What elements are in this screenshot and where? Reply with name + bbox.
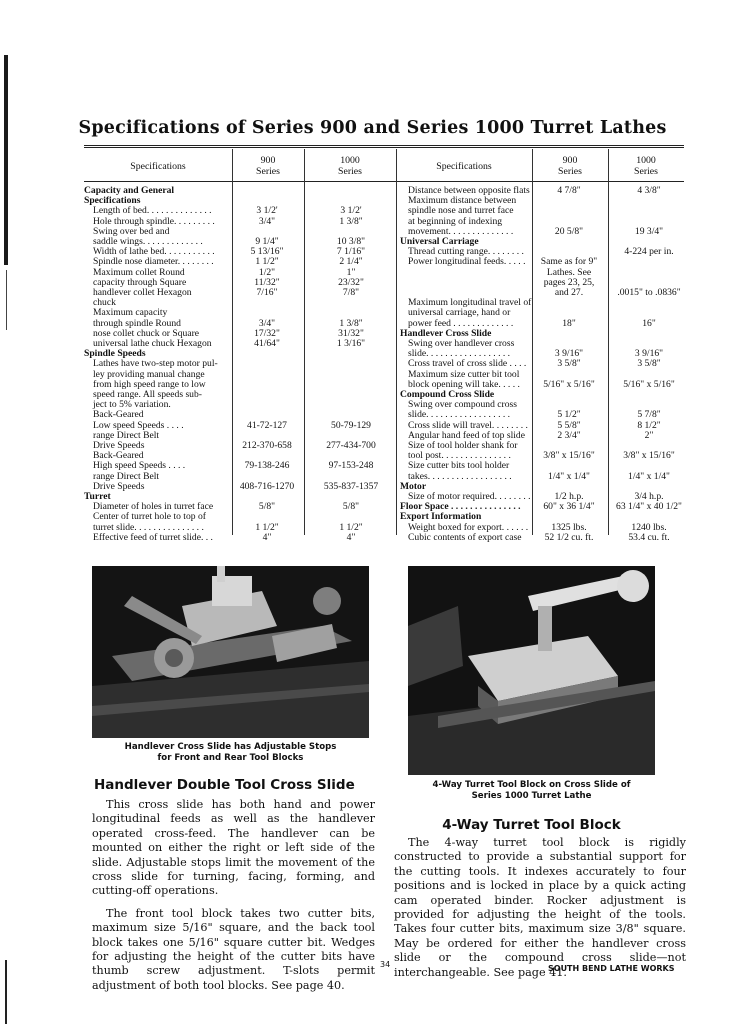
spec-label: Motor xyxy=(400,480,427,492)
spec-value-900: 5/16" x 5/16" xyxy=(543,378,595,390)
spec-value-900: 79-138-246 xyxy=(244,460,290,472)
spec-label: Compound Cross Slide xyxy=(400,389,495,400)
spec-value-1000: 1/4" x 1/4" xyxy=(628,470,670,482)
left-photo-caption: Handlever Cross Slide has Adjustable Stops for Front and Rear Tool Blocks xyxy=(124,742,337,763)
spec-value-900: 4" xyxy=(262,531,272,543)
left-section-heading: Handlever Double Tool Cross Slide xyxy=(94,777,355,793)
spec-value-1000: 3 1/2' xyxy=(340,205,362,217)
spec-value-1000: 3/4 h.p. xyxy=(634,491,664,502)
spec-label: Cubic contents of export case xyxy=(408,531,522,543)
spec-value-900: 5 13/16" xyxy=(250,246,284,258)
spec-label: block opening will take. . . . . xyxy=(408,378,520,390)
right-paragraph: The 4-way turret tool block is rigidly constructed to provide a substantial support for the cutting tools. It indexes accurately to four positions and is locked in place by a quick acting cam operated binder. Rocker adjustment is provided for adjusting the height of the tools. Takes four cutter bits, maximum size 3/8" square. May be ordered for either the handlever cross slide or the compound cross slide—not interchangeable. See page 41. xyxy=(394,836,686,979)
spec-label: universal carriage, hand or xyxy=(408,307,511,319)
spec-label: Width of lathe bed. . . . . . . . . . . xyxy=(93,246,215,258)
spec-label: Hole through spindle. . . . . . . . . xyxy=(93,215,215,227)
spec-value-1000: 1240 lbs. xyxy=(631,521,667,533)
spec-label: Length of bed. . . . . . . . . . . . . . xyxy=(93,205,212,217)
spec-label: Angular hand feed of top slide xyxy=(408,429,525,441)
spec-label: Size cutter bits tool holder xyxy=(408,460,510,472)
spec-label: nose collet chuck or Square xyxy=(93,327,200,339)
spec-label: handlever collet Hexagon xyxy=(93,287,192,298)
spec-value-900: 1 1/2" xyxy=(255,521,279,533)
spec-value-900: 1325 lbs. xyxy=(551,521,587,533)
spec-label: Maximum distance between xyxy=(408,195,517,207)
spec-label: Maximum capacity xyxy=(93,307,168,319)
spec-value-900: 20 5/8" xyxy=(554,225,584,237)
spec-label: Handlever Cross Slide xyxy=(400,327,492,339)
spec-value-1000: 50-79-129 xyxy=(331,419,371,431)
spec-label: power feed . . . . . . . . . . . . . xyxy=(408,317,514,329)
spec-value-1000: 1" xyxy=(346,266,356,278)
spec-value-900: 5 1/2" xyxy=(557,409,581,421)
spec-value-1000: 1 3/8" xyxy=(339,317,363,329)
spec-value-1000: 3/8" x 15/16" xyxy=(623,450,675,462)
spec-value-1000: 2" xyxy=(644,429,654,441)
spec-label: spindle nose and turret face xyxy=(408,205,514,217)
spec-label: Size of motor required. . . . . . . . xyxy=(408,491,531,502)
spec-value-1000: 5 7/8" xyxy=(637,409,661,421)
spec-value-900: 3 5/8" xyxy=(557,358,581,370)
spec-label: Thread cutting range. . . . . . . . xyxy=(408,246,524,258)
spec-label: Drive Speeds xyxy=(93,480,145,492)
spec-label: tool post. . . . . . . . . . . . . . . xyxy=(408,450,511,462)
spec-value-1000: 23/32" xyxy=(338,276,364,288)
spec-value-900: 4 7/8" xyxy=(557,185,581,196)
spec-label: Floor Space . . . . . . . . . . . . . . . xyxy=(400,501,521,513)
page-number: 34 xyxy=(380,960,391,969)
spec-label: turret slide. . . . . . . . . . . . . . . xyxy=(93,521,204,533)
header-1000-left: 1000 Series xyxy=(338,155,362,177)
spec-label: chuck xyxy=(93,297,116,309)
spec-label: speed range. All speeds sub- xyxy=(93,389,202,400)
spec-value-900: 3 9/16" xyxy=(554,348,584,360)
spec-value-900: 3/4" xyxy=(258,317,276,329)
page-spine-edge xyxy=(0,0,9,1024)
spec-label: Diameter of holes in turret face xyxy=(93,501,214,513)
spec-label: ject to 5% variation. xyxy=(93,399,171,411)
spec-label: Universal Carriage xyxy=(400,236,479,247)
spec-label: ley providing manual change xyxy=(93,368,205,380)
spec-value-1000: 1 3/16" xyxy=(336,338,366,349)
spec-value-900: and 27. xyxy=(554,287,584,298)
spec-value-900: 1/2" xyxy=(258,266,276,278)
spec-label: Maximum size cutter bit tool xyxy=(408,368,520,380)
spec-value-1000: 8 1/2" xyxy=(637,419,661,431)
spec-label: at beginning of indexing xyxy=(408,215,503,227)
spec-label: Spindle nose diameter. . . . . . . . xyxy=(93,256,214,268)
spec-value-1000: 4-224 per in. xyxy=(624,246,674,258)
spec-value-900: pages 23, 25, xyxy=(543,276,595,288)
spec-value-900: 5/8" xyxy=(258,501,276,513)
spec-label: slide. . . . . . . . . . . . . . . . . . xyxy=(408,409,511,421)
spec-value-900: 5 5/8" xyxy=(557,419,581,431)
spec-label: universal lathe chuck Hexagon xyxy=(93,338,212,349)
spec-value-900: 1/4" x 1/4" xyxy=(548,470,590,482)
spec-value-1000: 63 1/4" x 40 1/2" xyxy=(616,501,682,513)
spec-value-900: 41/64" xyxy=(254,338,280,349)
spec-value-1000: 4" xyxy=(346,531,356,543)
spec-value-900: 17/32" xyxy=(254,327,280,339)
spec-value-1000: 1 1/2" xyxy=(339,521,363,533)
spec-label: Maximum longitudinal travel of xyxy=(408,297,532,309)
spec-value-1000: 31/32" xyxy=(338,327,364,339)
spec-value-1000: 1 3/8" xyxy=(339,215,363,227)
spec-value-900: 1/2 h.p. xyxy=(554,491,584,502)
spec-label: Cross travel of cross slide . . . . xyxy=(408,358,527,370)
spec-value-900: 212-370-658 xyxy=(242,440,292,451)
spec-label: Distance between opposite flats xyxy=(408,185,530,196)
spec-label: High speed Speeds . . . . xyxy=(93,460,186,472)
spec-value-1000: 53.4 cu. ft. xyxy=(628,531,670,543)
spec-label: Weight boxed for export. . . . . . xyxy=(408,521,529,533)
spec-label: Turret xyxy=(84,491,111,502)
spec-value-900: 52 1/2 cu. ft. xyxy=(544,531,594,543)
spec-label: through spindle Round xyxy=(93,317,181,329)
spec-label: Capacity and General xyxy=(84,185,175,196)
spec-value-900: 2 3/4" xyxy=(557,429,581,441)
right-photo-caption: 4-Way Turret Tool Block on Cross Slide of Series 1000 Turret Lathe xyxy=(432,780,631,801)
spec-label: range Direct Belt xyxy=(93,470,160,482)
page-title: Specifications of Series 900 and Series 1000 Turret Lathes xyxy=(78,118,667,138)
spec-value-900: 9 1/4" xyxy=(255,236,279,247)
spec-value-1000: 7/8" xyxy=(342,287,360,298)
header-specifications-right: Specifications xyxy=(436,161,492,172)
spec-value-1000: 10 3/8" xyxy=(336,236,366,247)
spec-value-900: 3/4" xyxy=(258,215,276,227)
spec-label: movement. . . . . . . . . . . . . . xyxy=(408,225,514,237)
spec-value-900: 11/32" xyxy=(254,276,280,288)
spec-value-1000: 16" xyxy=(642,317,656,329)
left-paragraph: This cross slide has both hand and power longitudinal feeds as well as the handlever operated cross-feed. The handlever can be mounted on either the right or left side of the slide. Adjustable stops limit the movement of the cross slide for turning, facing, forming, and cutting-off operations. xyxy=(92,798,375,898)
spec-label: range Direct Belt xyxy=(93,429,160,441)
four-way-turret-tool-block-photo xyxy=(408,566,655,775)
spec-value-1000: 7 1/16" xyxy=(336,246,366,258)
spec-label: Lathes have two-step motor pul- xyxy=(93,358,218,370)
spec-value-1000: 4 3/8" xyxy=(637,185,661,196)
spec-label: Spindle Speeds xyxy=(84,348,146,360)
spec-value-900: Same as for 9" xyxy=(540,256,598,268)
spec-value-900: 18" xyxy=(562,317,576,329)
spec-label: Size of tool holder shank for xyxy=(408,440,518,451)
spec-value-900: 1 1/2" xyxy=(255,256,279,268)
spec-label: Back-Geared xyxy=(93,450,144,462)
spec-value-1000: 19 3/4" xyxy=(634,225,664,237)
spec-label: saddle wings. . . . . . . . . . . . . xyxy=(93,236,203,247)
spec-value-1000: 535-837-1357 xyxy=(323,480,379,492)
spec-label: Cross slide will travel. . . . . . . . xyxy=(408,419,528,431)
spec-label: Specifications xyxy=(84,195,141,207)
publisher-footer: SOUTH BEND LATHE WORKS xyxy=(548,964,675,973)
spec-value-900: 3 1/2' xyxy=(256,205,278,217)
spec-value-900: 41-72-127 xyxy=(247,419,287,431)
spec-value-1000: 3 9/16" xyxy=(634,348,664,360)
spec-label: Effective feed of turret slide. . . xyxy=(93,531,213,543)
spec-value-1000: 277-434-700 xyxy=(326,440,376,451)
left-paragraph: The front tool block takes two cutter bits, maximum size 5/16" square, and the back tool block takes one 5/16" square cutter bit. Wedges for adjusting the height of the cutter bits have thumb screw adjustment. T-slots permit adjustment of both tool blocks. See page 40. xyxy=(92,906,375,992)
spec-value-1000: 5/8" xyxy=(342,501,360,513)
spec-value-900: 7/16" xyxy=(256,287,278,298)
spec-value-900: 60" x 36 1/4" xyxy=(543,501,595,513)
spec-label: Power longitudinal feeds. . . . . xyxy=(408,256,526,268)
spec-label: Export Information xyxy=(400,511,482,523)
spec-value-900: 408-716-1270 xyxy=(239,480,295,492)
spec-value-1000: .0015" to .0836" xyxy=(617,287,681,298)
spec-label: Swing over handlever cross xyxy=(408,338,515,349)
header-1000-right: 1000 Series xyxy=(634,155,658,177)
spec-label: Center of turret hole to top of xyxy=(93,511,206,523)
header-900-right: 900 Series xyxy=(558,155,582,177)
spec-label: takes. . . . . . . . . . . . . . . . . . xyxy=(408,470,512,482)
spec-label: Back-Geared xyxy=(93,409,144,421)
specifications-table xyxy=(84,145,684,543)
spec-value-1000: 97-153-248 xyxy=(328,460,374,472)
spec-label: Low speed Speeds . . . . xyxy=(93,419,184,431)
spec-value-1000: 3 5/8" xyxy=(637,358,661,370)
spec-label: Maximum collet Round xyxy=(93,266,185,278)
handlever-cross-slide-photo xyxy=(92,566,369,738)
spec-label: Drive Speeds xyxy=(93,440,145,451)
spec-label: Swing over bed and xyxy=(93,225,170,237)
spec-value-1000: 5/16" x 5/16" xyxy=(623,378,675,390)
left-section-body xyxy=(92,798,375,1001)
header-specifications-left: Specifications xyxy=(130,161,186,172)
spec-value-900: Lathes. See xyxy=(546,266,592,278)
spec-label: slide. . . . . . . . . . . . . . . . . . xyxy=(408,348,511,360)
spec-label: from high speed range to low xyxy=(93,378,206,390)
spec-label: Swing over compound cross xyxy=(408,399,517,411)
header-900-left: 900 Series xyxy=(256,155,280,177)
spec-value-1000: 2 1/4" xyxy=(339,256,363,268)
right-section-heading: 4-Way Turret Tool Block xyxy=(442,817,621,833)
spec-value-900: 3/8" x 15/16" xyxy=(543,450,595,462)
spec-label: capacity through Square xyxy=(93,276,187,288)
